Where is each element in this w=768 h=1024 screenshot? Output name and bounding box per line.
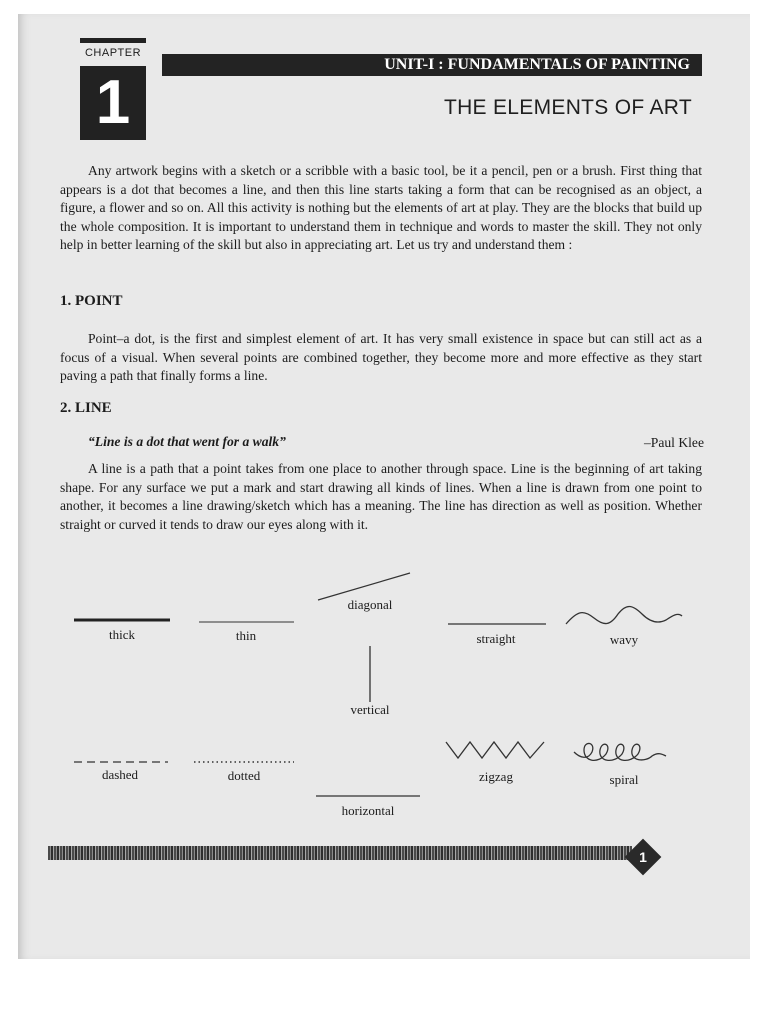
label-straight: straight — [476, 631, 516, 646]
page-title: THE ELEMENTS OF ART — [443, 96, 692, 119]
section-heading-line: 2. LINE — [60, 400, 112, 416]
unit-title-bar: UNIT-I : FUNDAMENTALS OF PAINTING — [162, 54, 702, 76]
footer-texture-bar — [48, 846, 632, 860]
zigzag-line — [446, 742, 544, 758]
point-paragraph: Point–a dot, is the first and simplest element of art. It has very small existence in space but can still act as a focus of a visual. When several points are combined together, they become more and more effective as they start paving a path that finally forms a line. — [60, 331, 702, 384]
wavy-line — [566, 607, 682, 625]
label-vertical: vertical — [350, 702, 390, 717]
label-horizontal: horizontal — [341, 803, 395, 818]
section-heading-point: 1. POINT — [60, 293, 123, 309]
label-spiral: spiral — [609, 772, 639, 787]
book-page — [18, 14, 750, 959]
chapter-label: CHAPTER — [80, 38, 146, 61]
intro-paragraph: Any artwork begins with a sketch or a scribble with a basic tool, be it a pencil, pen or a brush. First thing that appears is a dot that becomes a line, and then this line starts taking a form that can be recognised as an object, a figure, a flower and so on. All this activity is nothing but the elements of art at play. They are the blocks that build up the whole composition. It is important to understand them in technique and words to master the skill. They not only help in better learning of the skill but also in appreciating art. Let us try and understand them : — [60, 163, 702, 253]
label-zigzag: zigzag — [479, 769, 513, 784]
line-paragraph: A line is a path that a point takes from one place to another through space. Line is the beginning of art taking shape. For any surface we put a mark and start drawing all kinds of lines. When a line is drawn from one point to another, it becomes a line drawing/sketch which has a meaning. The line has direction as well as position. Whether straight or curved it tends to draw our eyes along with it. — [60, 461, 702, 532]
chapter-number: 1 — [80, 66, 146, 140]
label-wavy: wavy — [609, 632, 639, 647]
klee-quote: “Line is a dot that went for a walk” — [88, 434, 286, 449]
page-number: 1 — [639, 849, 647, 865]
label-diagonal: diagonal — [347, 597, 393, 612]
label-thick: thick — [109, 627, 135, 642]
label-dotted: dotted — [227, 768, 261, 783]
diagonal-line — [318, 573, 410, 600]
quote-author: –Paul Klee — [643, 435, 704, 450]
spiral-line — [574, 743, 666, 760]
label-dashed: dashed — [101, 767, 139, 782]
label-thin: thin — [235, 628, 257, 643]
